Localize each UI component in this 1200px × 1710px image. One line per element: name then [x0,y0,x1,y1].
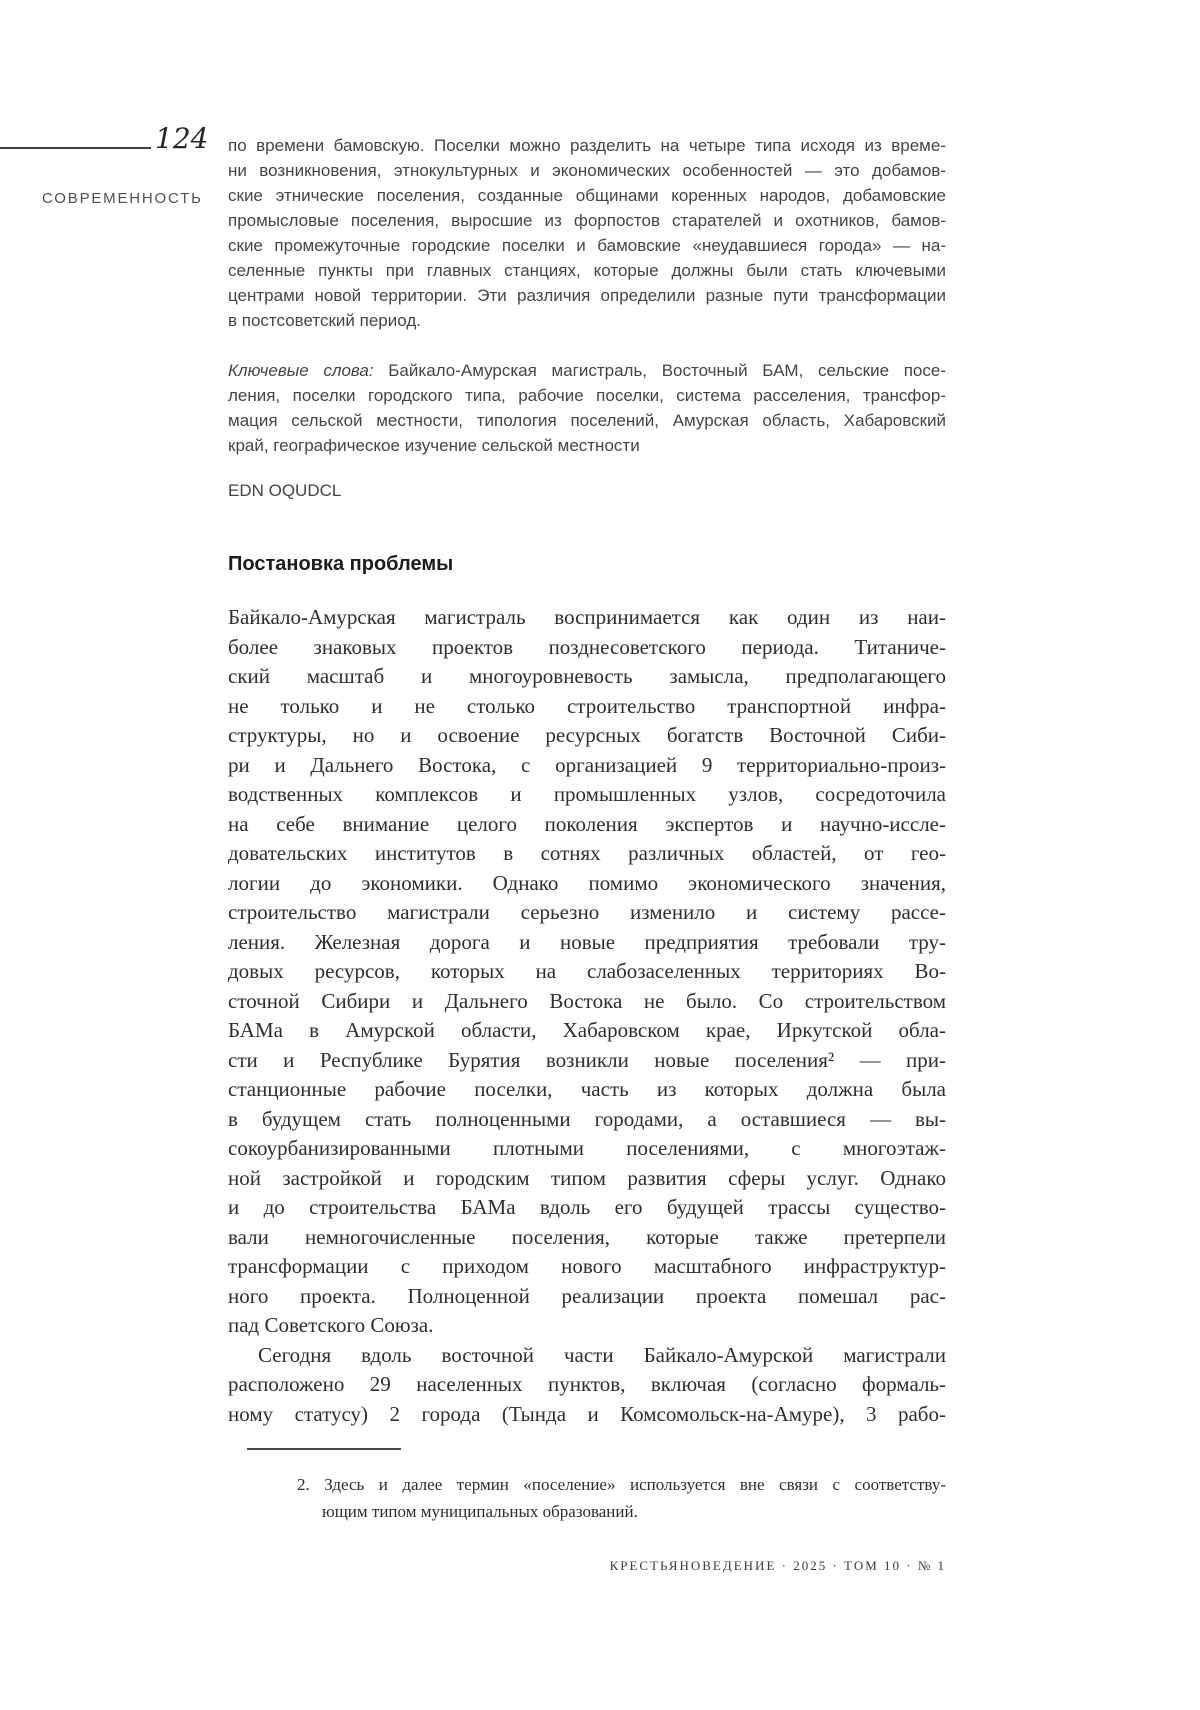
text-line: в постсоветский период. [228,311,421,330]
text-line: не только и не столько строительство транспортной инфра- [228,693,946,718]
text-line: 2. Здесь и далее термин «поселение» используется вне связи с соответству- [297,1475,946,1494]
text-line: водственных комплексов и промышленных узлов, сосредоточила [228,782,946,806]
text-line: вали немногочисленные поселения, которые также претерпели [228,1224,946,1249]
text-line: ские промежуточные городские поселки и бамовские «неудавшиеся города» — на- [228,236,946,255]
article-body [228,603,946,1429]
text-line: станционные рабочие поселки, часть из которых должна была [228,1077,946,1101]
text-line: ющим типом муниципальных образований. [322,1502,638,1521]
section-heading: Постановка проблемы [228,553,454,575]
text-line: довательских институтов в сотнях различных областей, от гео- [228,841,946,865]
text-line: сти и Республике Бурятия возникли новые поселения² — при- [228,1047,946,1072]
text-line: трансформации с приходом нового масштабного инфраструктур- [228,1254,946,1278]
text-column [228,133,946,1574]
body-paragraph-1 [228,603,946,1341]
text-line: и до строительства БАМа вдоль его будущей трассы существо- [228,1195,946,1219]
text-line: край, географическое изучение сельской местности [228,436,640,455]
text-line: более знаковых проектов позднесоветского периода. Титаниче- [228,634,946,659]
text-line: мация сельской местности, типология поселений, Амурская область, Хабаровский [228,411,946,430]
keywords-first-line-text: Байкало-Амурская магистраль, Восточный БАМ, сельские посе- [373,361,946,380]
footnote-rule [247,1448,401,1450]
text-line: довых ресурсов, которых на слабозаселенных территориях Во- [228,959,946,983]
text-line: ления. Железная дорога и новые предприятия требовали тру- [228,929,946,954]
text-line: Байкало-Амурская магистраль воспринимается как один из наи- [228,605,946,629]
keywords-first-line [228,358,946,383]
header-rule [0,147,151,149]
text-line: центрами новой территории. Эти различия определили разные пути трансформации [228,286,946,305]
text-line: ной застройкой и городским типом развития сферы услуг. Однако [228,1165,946,1190]
text-line: в будущем стать полноценными городами, а оставшиеся — вы- [228,1106,946,1131]
journal-footer: КРЕСТЬЯНОВЕДЕНИЕ · 2025 · ТОМ 10 · № 1 [609,1558,946,1573]
text-line: расположено 29 населенных пунктов, включая (согласно формаль- [228,1372,946,1396]
text-line: БАМа в Амурской области, Хабаровском крае, Иркутской обла- [228,1018,946,1042]
text-line: структуры, но и освоение ресурсных богатств Восточной Сиби- [228,723,946,747]
footnote [228,1471,946,1525]
text-line: ного проекта. Полноценной реализации проекта помешал рас- [228,1283,946,1308]
text-line: по времени бамовскую. Поселки можно разделить на четыре типа исходя из време- [228,136,946,155]
text-line: Сегодня вдоль восточной части Байкало-Амурской магистрали [258,1342,946,1367]
text-line: сокоурбанизированными плотными поселениями, с многоэтаж- [228,1136,946,1160]
text-line: логии до экономики. Однако помимо экономического значения, [228,870,946,895]
keywords-label: Ключевые слова: [228,361,374,380]
body-paragraph-2 [228,1341,946,1430]
abstract-paragraph [228,133,946,333]
page-number: 124 [155,122,209,155]
text-line: ри и Дальнего Востока, с организацией 9 территориально-произ- [228,752,946,777]
text-line: на себе внимание целого поколения экспертов и научно-иссле- [228,811,946,836]
section-label: СОВРЕМЕННОСТЬ [42,190,203,207]
text-line: ский масштаб и многоуровневость замысла, предполагающего [228,664,946,688]
text-line: ления, поселки городского типа, рабочие поселки, система расселения, трансфор- [228,386,946,405]
text-line: промысловые поселения, выросшие из форпостов старателей и охотников, бамов- [228,211,946,230]
keywords-paragraph [228,358,946,458]
text-line: ни возникновения, этнокультурных и экономических особенностей — это добамов- [228,161,946,180]
keywords-rest-lines [228,383,946,458]
text-line: селенные пункты при главных станциях, которые должны были стать ключевыми [228,261,946,280]
text-line: строительство магистрали серьезно изменило и систему рассе- [228,900,946,924]
text-line: ному статусу) 2 города (Тында и Комсомольск-на-Амуре), 3 рабо- [228,1401,946,1426]
text-line: пад Советского Союза. [228,1313,434,1337]
text-line: сточной Сибири и Дальнего Востока не было. Со строительством [228,988,946,1013]
edn-code: EDN OQUDCL [228,481,342,500]
text-line: ские этнические поселения, созданные общинами коренных народов, добамовские [228,186,946,205]
